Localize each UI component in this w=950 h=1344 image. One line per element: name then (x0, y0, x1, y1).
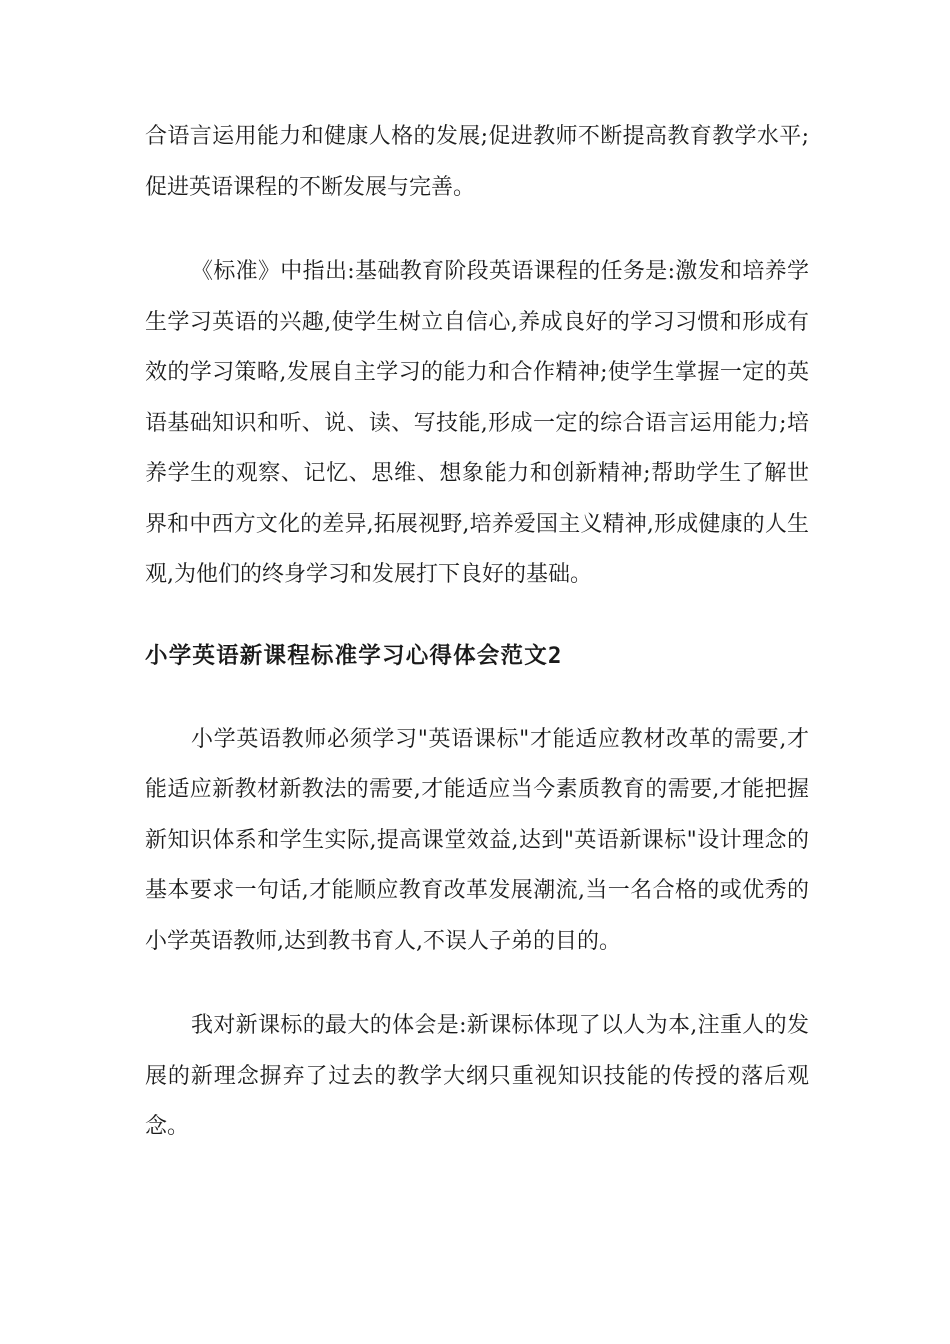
document-body (145, 112, 809, 1153)
paragraph-teacher-study: 小学英语教师必须学习"英语课标"才能适应教材改革的需要,才能适应新教材新教法的需要,才能适应当今素质教育的需要,才能把握新知识体系和学生实际,提高课堂效益,达到"英语新课标"设计理念的基本要求一句话,才能顺应教育改革发展潮流,当一名合格的或优秀的小学英语教师,达到教书育人,不误人子弟的目的。 (145, 726, 809, 954)
paragraph-personal-reflection: 我对新课标的最大的体会是:新课标体现了以人为本,注重人的发展的新理念摒弃了过去的教学大纲只重视知识技能的传授的落后观念。 (145, 1013, 809, 1139)
paragraph-continuation: 合语言运用能力和健康人格的发展;促进教师不断提高教育教学水平;促进英语课程的不断发展与完善。 (145, 124, 809, 200)
section-heading: 小学英语新课程标准学习心得体会范文2 (145, 642, 563, 669)
paragraph-standard-tasks: 《标准》中指出:基础教育阶段英语课程的任务是:激发和培养学生学习英语的兴趣,使学生树立自信心,养成良好的学习习惯和形成有效的学习策略,发展自主学习的能力和合作精神;使学生掌握一定的英语基础知识和听、说、读、写技能,形成一定的综合语言运用能力;培养学生的观察、记忆、思维、想象能力和创新精神;帮助学生了解世界和中西方文化的差异,拓展视野,培养爱国主义精神,形成健康的人生观,为他们的终身学习和发展打下良好的基础。 (145, 259, 809, 587)
